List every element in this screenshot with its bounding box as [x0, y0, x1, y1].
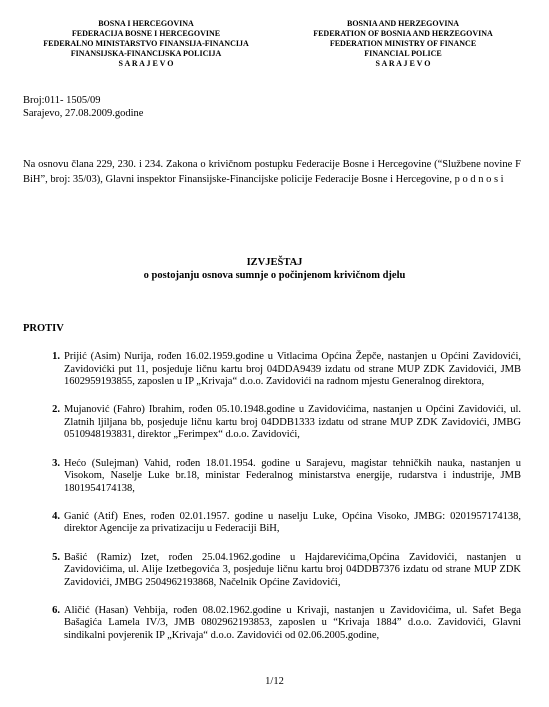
item-number: 6. — [52, 604, 60, 616]
header-right-line: FEDERATION MINISTRY OF FINANCE — [329, 39, 477, 48]
intro-paragraph: Na osnovu člana 229, 230. i 234. Zakona o krivičnom postupku Federacije Bosne i Hercegovine (“Službene novine F BiH”, broj: 35/03), Glavni inspektor Finansijske-Financijske policije Federacije Bosne i Hercegovine, p o d n o s i — [23, 159, 521, 185]
document-date: Sarajevo, 27.08.2009.godine — [23, 107, 144, 119]
header-left-line: FINANSIJSKA-FINANCIJSKA POLICIJA — [70, 49, 222, 58]
report-subtitle: o postojanju osnova sumnje o počinjenom krivičnom djelu — [143, 270, 406, 281]
list-item — [23, 458, 521, 496]
header-left-line: FEDERACIJA BOSNE I HERCEGOVINE — [71, 29, 221, 38]
header-right-line: S A R A J E V O — [375, 59, 431, 68]
header-right-line: FINANCIAL POLICE — [364, 49, 442, 58]
list-item — [23, 404, 521, 442]
item-text: Hećo (Sulejman) Vahid, rođen 18.01.1954. godine u Sarajevu, magistar tehničkih nauka, nastanjen u Visokom, Naselje Luke br.18, ministar Federalnog ministarstva energije, rudarstva i industrije, JMB 1801954174138, — [64, 457, 521, 494]
item-text: Aličić (Hasan) Vehbija, rođen 08.02.1962.godine u Krivaji, nastanjen u Zavidovićima, ul. Safet Bega Bašagića Lamela IV/3, JMB 0802962193853, zaposlen u “Krivaja 1884” d.o.o. Zavidovići, Glavni sindikalni povjerenik IP „Krivaja“ d.o.o. Zavidovići od 02.06.2005.godine, — [64, 604, 521, 641]
header-left-line: BOSNA I HERCEGOVINA — [98, 19, 194, 28]
item-text: Ganić (Atif) Enes, rođen 02.01.1957. godine u naselju Luke, Općina Visoko, JMBG: 0201957174138, direktor Agencije za privatizaciju u Federaciji BiH, — [64, 510, 521, 535]
item-number: 1. — [52, 351, 60, 362]
item-number: 2. — [52, 404, 60, 416]
report-title-block — [0, 256, 549, 282]
document-number: Broj:011- 1505/09 — [23, 95, 101, 106]
document-meta — [23, 95, 143, 120]
list-item — [23, 511, 521, 536]
item-number: 4. — [52, 510, 60, 522]
item-number: 5. — [52, 551, 60, 563]
header-left-line: FEDERALNO MINISTARSTVO FINANSIJA-FINANCIJA — [43, 39, 249, 48]
header-right-line: FEDERATION OF BOSNIA AND HERZEGOVINA — [313, 29, 493, 38]
item-text: Prijić (Asim) Nurija, rođen 16.02.1959.godine u Vitlacima Općina Žepče, nastanjen u Općini Zavidovići, Zavidovićki put 11, posjeduje ličnu kartu broj 04DDA9439 izdatu od strane MUP ZDK Zavidovići, JMB 1602959193855, zaposlen u IP „Krivaja“ d.o.o. Zavidovići na radnom mjestu Generalnog direktora, — [64, 351, 521, 388]
header-left — [36, 19, 256, 69]
header-right-line: BOSNIA AND HERZEGOVINA — [346, 19, 460, 28]
report-title: IZVJEŠTAJ — [246, 257, 303, 268]
page-number: 1/12 — [265, 676, 284, 687]
list-item — [23, 552, 521, 590]
header-left-line: S A R A J E V O — [118, 59, 174, 68]
accused-list — [23, 351, 521, 658]
section-heading-protiv: PROTIV — [23, 323, 64, 334]
list-item — [23, 351, 521, 389]
header-right — [293, 19, 513, 69]
list-item — [23, 605, 521, 643]
item-number: 3. — [52, 457, 60, 469]
item-text: Bašić (Ramiz) Izet, rođen 25.04.1962.godine u Hajdarevićima,Općina Zavidovići, nastanjen u Zavidovićima, ul. Alije Izetbegovića 3, posjeduje ličnu kartu broj 04DDB7376 izdatu od strane MUP ZDK Zavidovići, JMBG 2504962193868, Načelnik Općine Zavidovići, — [64, 551, 521, 588]
item-text: Mujanović (Fahro) Ibrahim, rođen 05.10.1948.godine u Zavidovićima, nastanjen u Općini Zavidovići, ul. Zlatnih ljiljana bb, posjeduje ličnu kartu broj 04DDB1333 izdatu od strane MUP ZDK Zavidovići, JMBG 0510948193831, direktor „Ferimpex“ d.o.o. Zavidovići, — [64, 404, 521, 441]
